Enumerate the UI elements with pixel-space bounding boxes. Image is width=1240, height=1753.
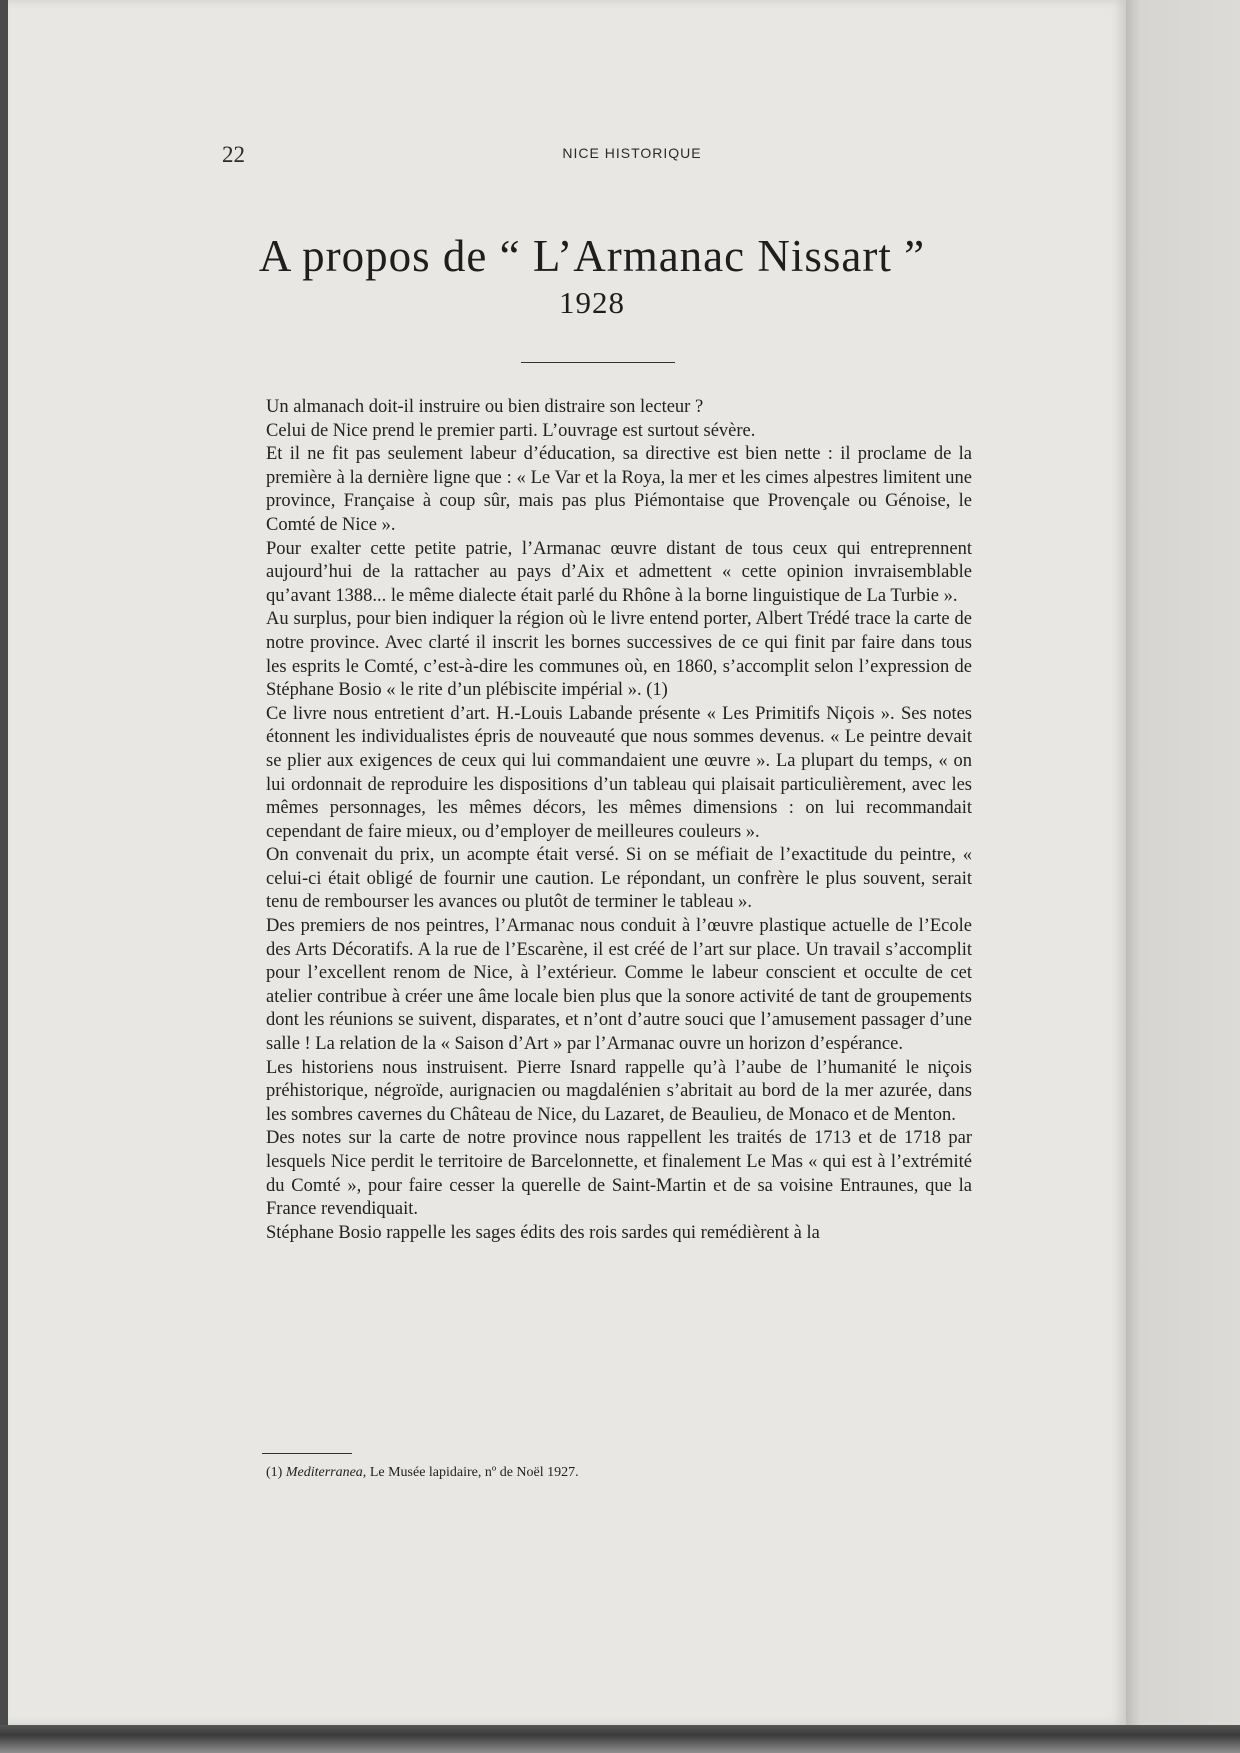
- paragraph: Pour exalter cette petite patrie, l’Armanac œuvre distant de tous ceux qui entreprennent aujourd’hui de la rattacher au pays d’Aix et admettent « cette opinion invraisemblable qu’avant 1388... le même dialecte était parlé du Rhône à la borne linguistique de La Turbie ».: [266, 538, 972, 606]
- running-head: NICE HISTORIQUE: [562, 145, 702, 161]
- title-divider: [521, 362, 675, 363]
- paragraph: Les historiens nous instruisent. Pierre Isnard rappelle qu’à l’aube de l’humanité le niçois préhistorique, négroïde, aurignacien ou magdalénien s’abritait au bord de la mer azurée, dans les sombres cavernes du Château de Nice, du Lazaret, de Beaulieu, de Monaco et de Menton.: [266, 1057, 972, 1125]
- footnote-marker: (1): [266, 1465, 283, 1480]
- footnote: [266, 1464, 972, 1482]
- binding-shadow: [0, 0, 8, 1725]
- footnote-text: Le Musée lapidaire, nº de Noël 1927.: [369, 1465, 579, 1480]
- paragraph: Des premiers de nos peintres, l’Armanac nous conduit à l’œuvre plastique actuelle de l’Ecole des Arts Décoratifs. A la rue de l’Escarène, il est créé de l’art sur place. Un travail s’accomplit pour l’excellent renom de Nice, à l’extérieur. Comme le labeur conscient et occulte de cet atelier contribue à créer une âme locale bien plus que la sonore activité de tant de groupements dont les réunions se suivent, disparates, et n’ont d’autre souci que l’amusement passager d’une salle ! La relation de la « Saison d’Art » par l’Armanac ouvre un horizon d’espérance.: [266, 916, 972, 1055]
- footnote-divider: [262, 1453, 352, 1454]
- paragraph: Des notes sur la carte de notre province nous rappellent les traités de 1713 et de 1718 par lesquels Nice perdit le territoire de Barcelonnette, et finalement Le Mas « qui est à l’extrémité du Comté », pour faire cesser la querelle de Saint-Martin et de sa voisine Entraunes, que la France revendiquait.: [266, 1128, 972, 1220]
- footnote-source: Mediterranea,: [285, 1465, 367, 1480]
- scanner-bottom-edge: [0, 1725, 1240, 1753]
- article-body: [266, 396, 972, 1245]
- paragraph: Stéphane Bosio rappelle les sages édits des rois sardes qui remédièrent à la: [266, 1222, 820, 1243]
- paragraph: Ce livre nous entretient d’art. H.-Louis Labande présente « Les Primitifs Niçois ». Ses notes étonnent les individualistes épris de nouveauté que nous sommes devenus. « Le peintre devait se plier aux exigences de ceux qui lui commandaient une œuvre ». La plupart du temps, « on lui ordonnait de reproduire les dispositions d’un tableau qui plaisait particulièrement, avec les mêmes personnages, les mêmes décors, les mêmes dimensions : on lui recommandait cependant de faire mieux, ou d’employer de meilleures couleurs ».: [266, 703, 972, 842]
- paragraph: Au surplus, pour bien indiquer la région où le livre entend porter, Albert Trédé trace la carte de notre province. Avec clarté il inscrit les bornes successives de ce qui finit par faire dans tous les esprits le Comté, c’est-à-dire les communes où, en 1860, s’accomplit selon l’expression de Stéphane Bosio « le rite d’un plébiscite impérial ». (1): [266, 609, 972, 701]
- article-year: 1928: [559, 285, 625, 320]
- paragraph: Celui de Nice prend le premier parti. L’ouvrage est surtout sévère.: [266, 420, 756, 441]
- paragraph: Et il ne fit pas seulement labeur d’éducation, sa directive est bien nette : il proclame de la première à la dernière ligne que : « Le Var et la Roya, la mer et les cimes alpestres limitent une province, Française à coup sûr, mais pas plus Piémontaise que Provençale ou Génoise, le Comté de Nice ».: [266, 444, 972, 535]
- paragraph: Un almanach doit-il instruire ou bien distraire son lecteur ?: [266, 397, 704, 417]
- paragraph: On convenait du prix, un acompte était versé. Si on se méfiait de l’exactitude du peintre, « celui-ci était obligé de fournir une caution. Le répondant, un confrère le plus souvent, serait tenu de rembourser les avances ou plutôt de terminer le tableau ».: [266, 845, 972, 913]
- page-header: [222, 142, 962, 168]
- article-title: A propos de “ L’Armanac Nissart ”: [258, 231, 926, 281]
- next-page-edge: [1126, 0, 1240, 1725]
- page-number: 22: [222, 142, 245, 167]
